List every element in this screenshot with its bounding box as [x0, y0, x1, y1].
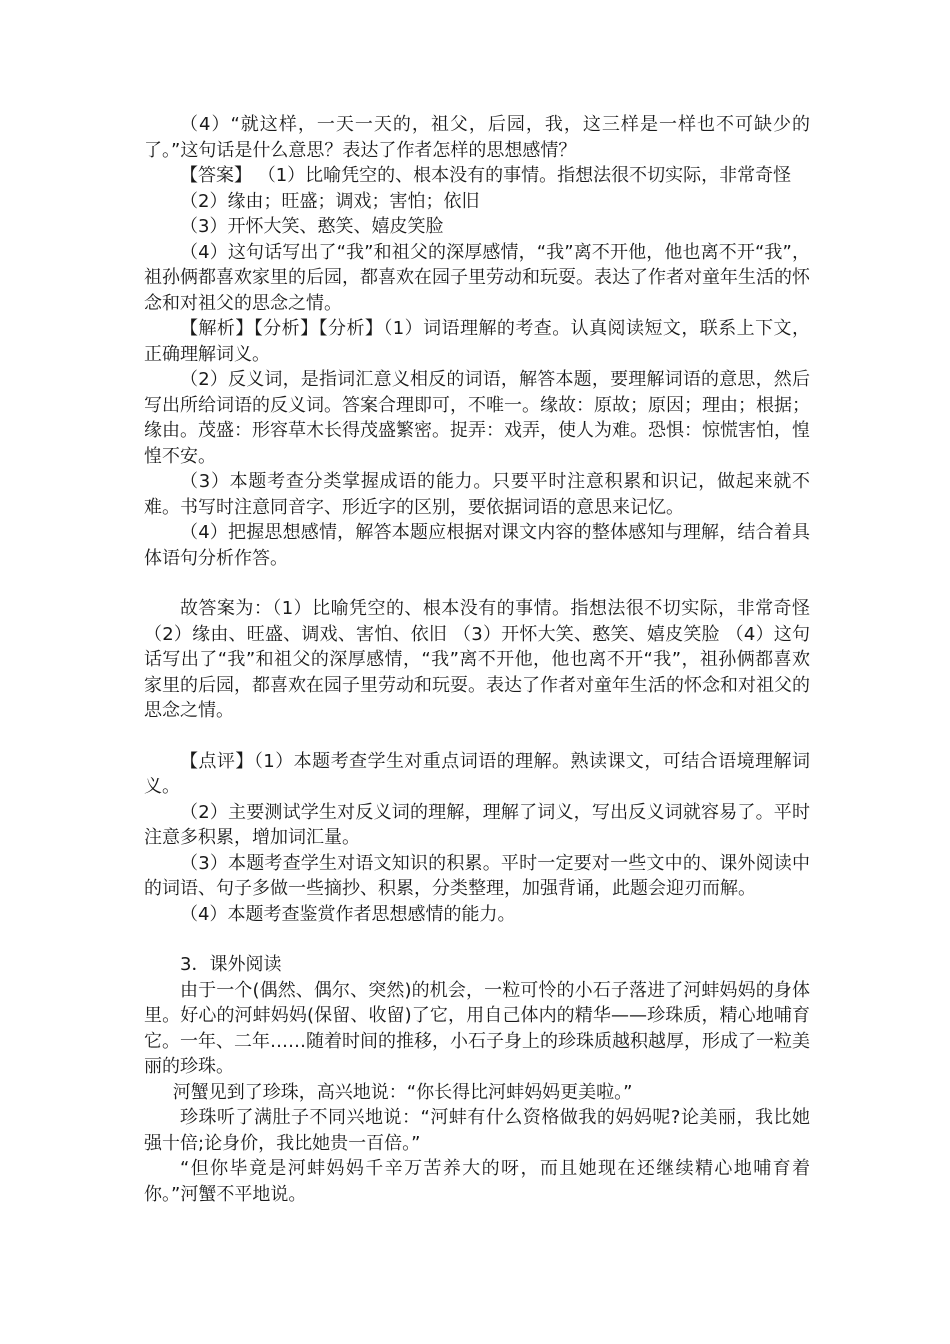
answer-2: （2）缘由；旺盛；调戏；害怕；依旧 — [180, 190, 480, 212]
comment-4: （4）本题考查鉴赏作者思想感情的能力。 — [180, 903, 516, 925]
analysis-4: （4）把握思想感情，解答本题应根据对课文内容的整体感知与理解，结合着具体语句分析作答。 — [144, 522, 810, 569]
spacer — [144, 724, 810, 749]
analysis-1: 【解析】【分析】【分析】（1）词语理解的考查。认真阅读短文，联系上下文，正确理解词义。 — [144, 318, 810, 365]
story-paragraph-2: 河蟹见到了珍珠，高兴地说：“你长得比河蚌妈妈更美啦。” — [172, 1081, 633, 1103]
section-heading: 3．课外阅读 — [180, 954, 282, 975]
answer-4: （4）这句话写出了“我”和祖父的深厚感情，“我”离不开他，他也离不开“我”，祖孙俩都喜欢家里的后园，都喜欢在园子里劳动和玩耍。表达了作者对童年生活的怀念和对祖父的思念之情。 — [144, 241, 810, 314]
answer-1: 【答案】 （1）比喻凭空的、根本没有的事情。指想法很不切实际，非常奇怪 — [180, 165, 792, 186]
question-4: （4）“就这样，一天一天的，祖父，后园，我，这三样是一样也不可缺少的了。”这句话是什么意思？表达了作者怎样的思想感情？ — [144, 114, 810, 161]
comment-1: 【点评】（1）本题考查学生对重点词语的理解。熟读课文，可结合语境理解词义。 — [144, 750, 810, 797]
spacer — [144, 571, 810, 596]
analysis-3: （3）本题考查分类掌握成语的能力。只要平时注意积累和识记，做起来就不难。书写时注意同音字、形近字的区别，要依据词语的意思来记忆。 — [144, 471, 810, 518]
story-paragraph-1: 由于一个(偶然、偶尔、突然)的机会，一粒可怜的小石子落进了河蚌妈妈的身体里。好心的河蚌妈妈(保留、收留)了它，用自己体内的精华——珍珠质，精心地哺育它。一年、二年……随着时间的推移，小石子身上的珍珠质越积越厚，形成了一粒美丽的珍珠。 — [144, 979, 810, 1077]
story-paragraph-4: “但你毕竟是河蚌妈妈千辛万苦养大的呀，而且她现在还继续精心地哺育着你。”河蟹不平地说。 — [144, 1158, 810, 1205]
spacer — [144, 927, 810, 952]
comment-2: （2）主要测试学生对反义词的理解，理解了词义，写出反义词就容易了。平时注意多积累，增加词汇量。 — [144, 801, 810, 848]
story-paragraph-3: 珍珠听了满肚子不同兴地说：“河蚌有什么资格做我的妈妈呢?论美丽，我比她强十倍;论身价，我比她贵一百倍。” — [144, 1107, 810, 1154]
final-answer: 故答案为：（1）比喻凭空的、根本没有的事情。指想法很不切实际，非常奇怪 （2）缘由、旺盛、调戏、害怕、依旧 （3）开怀大笑、憨笑、嬉皮笑脸 （4）这句话写出了“我”和祖父的深厚感情，“我”离不开他，他也离不开“我”，祖孙俩都喜欢家里的后园，都喜欢在园子里劳动和玩耍。表达了作者对童年生活的怀念和对祖父的思念之情。 — [144, 598, 810, 721]
analysis-2: （2）反义词，是指词汇意义相反的词语，解答本题，要理解词语的意思，然后写出所给词语的反义词。答案合理即可，不唯一。缘故：原故；原因；理由；根据；缘由。茂盛：形容草木长得茂盛繁密。捉弄：戏弄，使人为难。恐惧：惊慌害怕，惶惶不安。 — [144, 369, 810, 467]
answer-3: （3）开怀大笑、憨笑、嬉皮笑脸 — [180, 216, 444, 237]
comment-3: （3）本题考查学生对语文知识的积累。平时一定要对一些文中的、课外阅读中的词语、句子多做一些摘抄、积累，分类整理，加强背诵，此题会迎刃而解。 — [144, 852, 810, 899]
